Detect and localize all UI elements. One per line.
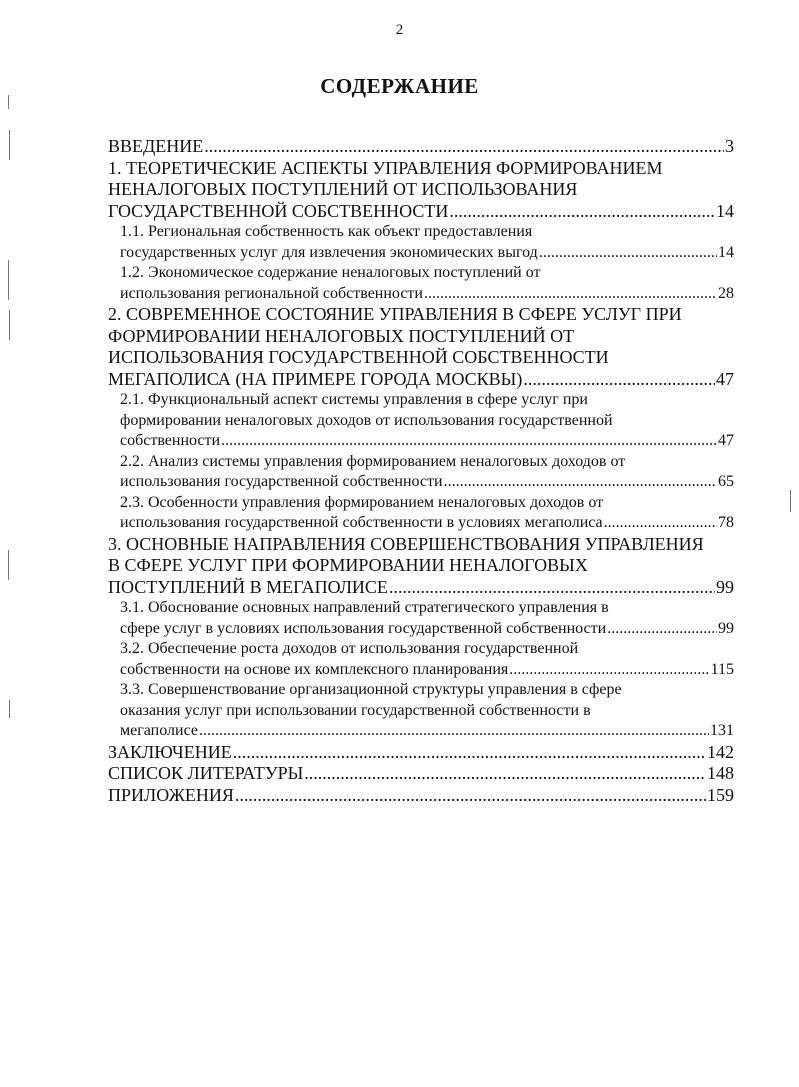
- toc-entry[interactable]: [108, 763, 734, 785]
- toc-entry-text: 2.2. Анализ системы управления формированием неналоговых доходов от: [120, 452, 626, 470]
- scan-artifact: [9, 700, 10, 718]
- toc-entry[interactable]: [108, 263, 734, 304]
- toc-entry[interactable]: [108, 158, 734, 223]
- toc-entry-text: НЕНАЛОГОВЫХ ПОСТУПЛЕНИЙ ОТ ИСПОЛЬЗОВАНИЯ: [108, 179, 578, 199]
- toc-entry-text: использования государственной собственности в условиях мегаполиса: [120, 514, 603, 531]
- scan-artifact: [790, 490, 791, 512]
- toc-entry-text: государственных услуг для извлечения экономических выгод: [120, 243, 538, 261]
- toc-entry-line: [120, 411, 734, 432]
- toc-leader-dots: [509, 660, 709, 681]
- toc-entry-line: [120, 598, 734, 619]
- toc-entry-line: [108, 158, 734, 180]
- toc-leader-dots: [389, 577, 715, 599]
- toc-entry[interactable]: [108, 680, 734, 742]
- toc-page-number: 14: [718, 243, 734, 261]
- toc-page-number: 148: [707, 763, 734, 783]
- toc-leader-dots: [539, 243, 717, 264]
- toc-page-number: 78: [718, 514, 734, 531]
- toc-entry-line: [108, 742, 734, 764]
- toc-entry-text: МЕГАПОЛИСА (НА ПРИМЕРЕ ГОРОДА МОСКВЫ): [108, 368, 523, 389]
- toc-entry[interactable]: [108, 785, 734, 807]
- page-title: СОДЕРЖАНИЕ: [320, 74, 479, 98]
- toc-entry-line: [108, 577, 734, 599]
- toc-entry-text: ГОСУДАРСТВЕННОЙ СОБСТВЕННОСТИ: [108, 200, 449, 221]
- toc-leader-dots: [235, 785, 706, 807]
- toc-page-number: 3: [725, 136, 734, 156]
- toc-entry-line: [120, 701, 734, 722]
- toc-entry[interactable]: [108, 390, 734, 452]
- toc-leader-dots: [204, 136, 724, 158]
- toc-page-number: 99: [718, 619, 734, 637]
- toc-entry-text: 1.2. Экономическое содержание неналоговых поступлений от: [120, 264, 541, 281]
- toc-leader-dots: [523, 369, 715, 391]
- toc-leader-dots: [424, 284, 717, 305]
- table-of-contents: [108, 136, 734, 806]
- toc-entry-line: [108, 179, 734, 201]
- toc-entry-text: 2. СОВРЕМЕННОЕ СОСТОЯНИЕ УПРАВЛЕНИЯ В СФЕРЕ УСЛУГ ПРИ: [108, 304, 682, 324]
- toc-entry-text: 2.1. Функциональный аспект системы управления в сфере услуг при: [120, 391, 588, 408]
- toc-entry-line: [120, 639, 734, 660]
- toc-entry[interactable]: [108, 304, 734, 390]
- toc-entry[interactable]: [108, 534, 734, 599]
- toc-entry-text: В СФЕРЕ УСЛУГ ПРИ ФОРМИРОВАНИИ НЕНАЛОГОВЫХ: [108, 555, 588, 575]
- toc-entry-text: 3.2. Обеспечение роста доходов от использования государственной: [120, 640, 579, 657]
- toc-entry-line: [120, 513, 734, 534]
- toc-entry-line: [120, 284, 734, 305]
- toc-page-number: 28: [718, 284, 734, 302]
- toc-entry-text: использования региональной собственности: [120, 284, 423, 302]
- toc-entry-line: [120, 493, 734, 514]
- toc-entry[interactable]: [108, 742, 734, 764]
- toc-entry-line: [120, 472, 734, 493]
- scan-artifact: [8, 95, 9, 109]
- toc-entry[interactable]: [108, 222, 734, 263]
- scan-artifact: [9, 310, 10, 340]
- page-number: 2: [395, 22, 404, 38]
- toc-entry-text: мегаполисе: [120, 722, 198, 739]
- toc-entry-text: ПРИЛОЖЕНИЯ: [108, 784, 234, 805]
- toc-entry-line: [108, 326, 734, 348]
- toc-entry-text: 3. ОСНОВНЫЕ НАПРАВЛЕНИЯ СОВЕРШЕНСТВОВАНИЯ УПРАВЛЕНИЯ: [108, 533, 704, 554]
- toc-leader-dots: [444, 472, 717, 493]
- toc-entry-line: [120, 619, 734, 640]
- toc-page-number: 99: [716, 576, 734, 597]
- toc-entry-text: собственности на основе их комплексного планирования: [120, 660, 509, 678]
- toc-leader-dots: [304, 763, 706, 785]
- toc-entry-text: 2.3. Особенности управления формированием неналоговых доходов от: [120, 493, 604, 511]
- toc-entry-line: [120, 243, 734, 264]
- toc-page-number: 47: [716, 368, 734, 389]
- toc-entry-line: [120, 660, 734, 681]
- toc-entry-line: [120, 390, 734, 411]
- toc-entry-text: ВВЕДЕНИЕ: [108, 136, 204, 156]
- toc-leader-dots: [233, 742, 706, 764]
- toc-leader-dots: [604, 513, 717, 534]
- toc-page-number: 14: [716, 200, 734, 221]
- toc-entry-line: [108, 201, 734, 223]
- toc-entry-text: 1.1. Региональная собственность как объект предоставления: [120, 223, 533, 240]
- toc-entry[interactable]: [108, 493, 734, 534]
- toc-leader-dots: [221, 431, 717, 452]
- toc-entry-line: [120, 721, 734, 742]
- scan-artifact: [8, 550, 9, 580]
- toc-entry-line: [108, 304, 734, 326]
- toc-entry[interactable]: [108, 598, 734, 639]
- toc-entry-text: 3.3. Совершенствование организационной структуры управления в сфере: [120, 681, 622, 698]
- toc-entry-text: 1. ТЕОРЕТИЧЕСКИЕ АСПЕКТЫ УПРАВЛЕНИЯ ФОРМИРОВАНИЕМ: [108, 157, 663, 178]
- toc-page-number: 131: [710, 722, 734, 739]
- toc-entry[interactable]: [108, 639, 734, 680]
- toc-entry-line: [108, 136, 734, 158]
- toc-entry-text: ФОРМИРОВАНИИ НЕНАЛОГОВЫХ ПОСТУПЛЕНИЙ ОТ: [108, 325, 575, 346]
- scan-artifact: [9, 130, 10, 160]
- toc-leader-dots: [607, 619, 717, 640]
- toc-entry-line: [120, 431, 734, 452]
- toc-page-number: 65: [718, 473, 734, 490]
- toc-entry[interactable]: [108, 452, 734, 493]
- toc-leader-dots: [199, 721, 709, 742]
- toc-entry-line: [108, 534, 734, 556]
- toc-entry-line: [108, 555, 734, 577]
- toc-page-number: 47: [718, 432, 734, 449]
- toc-leader-dots: [449, 201, 715, 223]
- toc-page-number: 115: [710, 660, 734, 678]
- toc-entry-line: [120, 680, 734, 701]
- toc-entry-line: [120, 222, 734, 243]
- toc-entry-text: оказания услуг при использовании государственной собственности в: [120, 701, 591, 719]
- toc-page-number: 142: [707, 741, 734, 762]
- toc-entry-text: использования государственной собственности: [120, 473, 443, 490]
- toc-entry-text: ИСПОЛЬЗОВАНИЯ ГОСУДАРСТВЕННОЙ СОБСТВЕННОСТИ: [108, 347, 609, 367]
- toc-entry-text: формировании неналоговых доходов от использования государственной: [120, 411, 613, 429]
- toc-entry-text: сфере услуг в условиях использования государственной собственности: [120, 619, 607, 637]
- toc-page-number: 159: [707, 784, 734, 805]
- toc-entry-line: [120, 452, 734, 473]
- toc-entry-line: [108, 369, 734, 391]
- toc-entry-text: ПОСТУПЛЕНИЙ В МЕГАПОЛИСЕ: [108, 576, 388, 597]
- toc-entry-text: СПИСОК ЛИТЕРАТУРЫ: [108, 763, 304, 783]
- toc-entry[interactable]: [108, 136, 734, 158]
- toc-entry-line: [108, 763, 734, 785]
- scan-artifact: [8, 260, 9, 300]
- toc-entry-line: [120, 263, 734, 284]
- toc-entry-text: ЗАКЛЮЧЕНИЕ: [108, 741, 232, 762]
- toc-entry-text: 3.1. Обоснование основных направлений стратегического управления в: [120, 599, 609, 616]
- toc-entry-line: [108, 347, 734, 369]
- toc-entry-text: собственности: [120, 432, 221, 449]
- toc-entry-line: [108, 785, 734, 807]
